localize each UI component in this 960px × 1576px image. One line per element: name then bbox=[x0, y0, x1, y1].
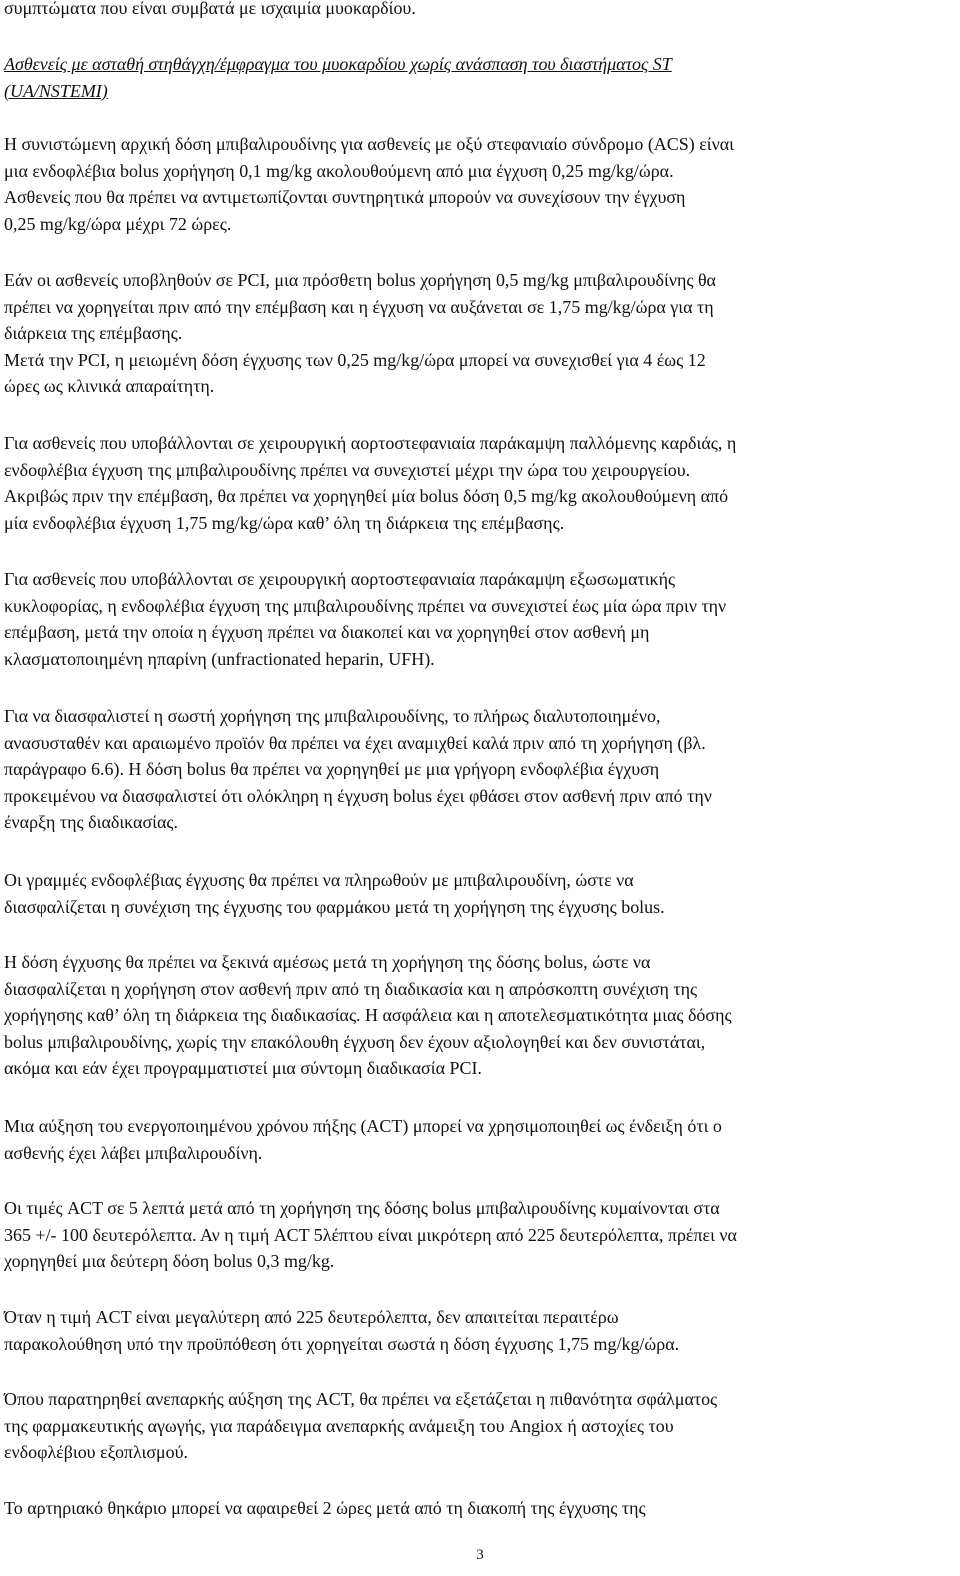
text-line: επέμβαση, μετά την οποία η έγχυση πρέπει να διακοπεί και να χορηγηθεί στον ασθενή μη bbox=[4, 622, 650, 642]
text-line: bolus μπιβαλιρουδίνης, χωρίς την επακόλουθη έγχυση δεν έχουν αξιολογηθεί και δεν συνιστάται, bbox=[4, 1031, 706, 1052]
paragraph-act-above-225 bbox=[4, 1304, 956, 1357]
paragraph-administration bbox=[4, 703, 956, 836]
paragraph-arterial-sheath bbox=[4, 1495, 956, 1522]
text-line: ασθενής έχει λάβει μπιβαλιρουδίνη. bbox=[4, 1142, 263, 1163]
text-line: Μια αύξηση του ενεργοποιημένου χρόνου πήξης (ACT) μπορεί να χρησιμοποιηθεί ως ένδειξη ότι ο bbox=[4, 1116, 722, 1136]
text-line: παράγραφο 6.6). Η δόση bolus θα πρέπει να χορηγηθεί με μια γρήγορη ενδοφλέβια έγχυση bbox=[4, 759, 660, 779]
text-line: πρέπει να χορηγείται πριν από την επέμβαση και η έγχυση να αυξάνεται σε 1,75 mg/kg/ώρα για τη bbox=[4, 296, 714, 317]
text-line: ώρες ως κλινικά απαραίτητη. bbox=[4, 376, 215, 396]
paragraph-acs-initial-dose bbox=[4, 131, 956, 237]
paragraph-act-indicator bbox=[4, 1113, 956, 1166]
text-line: έναρξη της διαδικασίας. bbox=[4, 812, 178, 832]
text-line: Όπου παρατηρηθεί ανεπαρκής αύξηση της ACT, θα πρέπει να εξετάζεται η πιθανότητα σφάλματος bbox=[4, 1389, 718, 1409]
text-line: Ακριβώς πριν την επέμβαση, θα πρέπει να χορηγηθεί μία bolus δόση 0,5 mg/kg ακολουθούμενη από bbox=[4, 486, 729, 506]
text-line: Όταν η τιμή ACT είναι μεγαλύτερη από 225 δευτερόλεπτα, δεν απαιτείται περαιτέρω bbox=[4, 1307, 619, 1327]
text-line: μια ενδοφλέβια bolus χορήγηση 0,1 mg/kg ακολουθούμενη από μια έγχυση 0,25 mg/kg/ώρα. bbox=[4, 160, 674, 181]
text-line: 365 +/- 100 δευτερόλεπτα. Αν η τιμή ACT 5λέπτου είναι μικρότερη από 225 δευτερόλεπτα, πρέπει να bbox=[4, 1224, 737, 1245]
paragraph-infusion-lines bbox=[4, 867, 956, 920]
text-line: Οι γραμμές ενδοφλέβιας έγχυσης θα πρέπει να πληρωθούν με μπιβαλιρουδίνη, ώστε να bbox=[4, 870, 634, 890]
text-line: χορηγηθεί μια δεύτερη δόση bolus 0,3 mg/kg. bbox=[4, 1251, 335, 1271]
text-line: διασφαλίζεται η χορήγηση στον ασθενή πριν από τη διαδικασία και η απρόσκοπτη συνέχιση της bbox=[4, 978, 698, 999]
text-line: Η συνιστώμενη αρχική δόση μπιβαλιρουδίνης για ασθενείς με οξύ στεφανιαίο σύνδρομο (ACS) είναι bbox=[4, 134, 734, 154]
text-line: ενδοφλέβια έγχυση της μπιβαλιρουδίνης πρέπει να συνεχιστεί μέχρι την ώρα του χειρουργείου. bbox=[4, 459, 691, 480]
text-line: Για ασθενείς που υποβάλλονται σε χειρουργική αορτοστεφανιαία παράκαμψη παλλόμενης καρδιάς, η bbox=[4, 433, 737, 453]
text-line: Εάν οι ασθενείς υποβληθούν σε PCI, μια πρόσθετη bolus χορήγηση 0,5 mg/kg μπιβαλιρουδίνης θα bbox=[4, 270, 716, 290]
paragraph-symptoms-continued bbox=[4, 0, 956, 22]
paragraph-pci-dosing bbox=[4, 267, 956, 400]
text-line: Το αρτηριακό θηκάριο μπορεί να αφαιρεθεί 2 ώρες μετά από τη διακοπή της έγχυσης της bbox=[4, 1498, 646, 1518]
text-line: συμπτώματα που είναι συμβατά με ισχαιμία μυοκαρδίου. bbox=[4, 0, 416, 18]
text-line: Ασθενείς που θα πρέπει να αντιμετωπίζονται συντηρητικά μπορούν να συνεχίσουν την έγχυση bbox=[4, 187, 686, 207]
text-line: 0,25 mg/kg/ώρα μέχρι 72 ώρες. bbox=[4, 213, 232, 234]
text-line: ανασυσταθέν και αραιωμένο προϊόν θα πρέπει να έχει αναμιχθεί καλά πριν από τη χορήγηση (βλ. bbox=[4, 732, 706, 753]
text-line: Για ασθενείς που υποβάλλονται σε χειρουργική αορτοστεφανιαία παράκαμψη εξωσωματικής bbox=[4, 569, 676, 589]
text-line: μία ενδοφλέβια έγχυση 1,75 mg/kg/ώρα καθ’ όλη τη διάρκεια της επέμβασης. bbox=[4, 512, 565, 533]
paragraph-infusion-start bbox=[4, 949, 956, 1082]
text-line: διάρκεια της επέμβασης. bbox=[4, 323, 183, 343]
text-line: διασφαλίζεται η συνέχιση της έγχυσης του φαρμάκου μετά τη χορήγηση της έγχυσης bolus. bbox=[4, 896, 665, 917]
heading-line: (UA/NSTEMI) bbox=[4, 80, 108, 101]
text-line: Οι τιμές ACT σε 5 λεπτά μετά από τη χορήγηση της δόσης bolus μπιβαλιρουδίνης κυμαίνονται στα bbox=[4, 1198, 720, 1218]
paragraph-on-pump-cabg bbox=[4, 566, 956, 672]
text-line: Μετά την PCI, η μειωμένη δόση έγχυσης των 0,25 mg/kg/ώρα μπορεί να συνεχισθεί για 4 έως 12 bbox=[4, 349, 706, 370]
text-line: της φαρμακευτικής αγωγής, για παράδειγμα ανεπαρκής ανάμειξη του Angiox ή αστοχίες του bbox=[4, 1415, 674, 1436]
text-line: προκειμένου να διασφαλιστεί ότι ολόκληρη η έγχυση bolus έχει φθάσει στον ασθενή πριν από την bbox=[4, 785, 712, 806]
text-line: παρακολούθηση υπό την προϋπόθεση ότι χορηγείται σωστά η δόση έγχυσης 1,75 mg/kg/ώρα. bbox=[4, 1333, 680, 1354]
heading-line: Ασθενείς με ασταθή στηθάγχη/έμφραγμα του μυοκαρδίου χωρίς ανάσπαση του διαστήματος ST bbox=[4, 54, 672, 74]
text-line: ενδοφλέβιου εξοπλισμού. bbox=[4, 1442, 189, 1462]
text-line: Η δόση έγχυσης θα πρέπει να ξεκινά αμέσως μετά τη χορήγηση της δόσης bolus, ώστε να bbox=[4, 952, 651, 972]
paragraph-act-values bbox=[4, 1195, 956, 1275]
text-line: Για να διασφαλιστεί η σωστή χορήγηση της μπιβαλιρουδίνης, το πλήρως διαλυτοποιημένο, bbox=[4, 706, 661, 726]
text-line: κυκλοφορίας, η ενδοφλέβια έγχυση της μπιβαλιρουδίνης πρέπει να συνεχιστεί έως μία ώρα πριν την bbox=[4, 595, 727, 616]
text-line: ακόμα και εάν έχει προγραμματιστεί μια σύντομη διαδικασία PCI. bbox=[4, 1058, 482, 1078]
paragraph-off-pump-cabg bbox=[4, 430, 956, 536]
text-line: χορήγησης καθ’ όλη τη διάρκεια της διαδικασίας. Η ασφάλεια και η αποτελεσματικότητα μιας δόσης bbox=[4, 1005, 732, 1025]
text-line: κλασματοποιημένη ηπαρίνη (unfractionated heparin, UFH). bbox=[4, 648, 435, 669]
section-heading-ua-nstemi bbox=[4, 51, 956, 104]
page-number: 3 bbox=[476, 1547, 484, 1563]
paragraph-insufficient-act bbox=[4, 1386, 956, 1466]
